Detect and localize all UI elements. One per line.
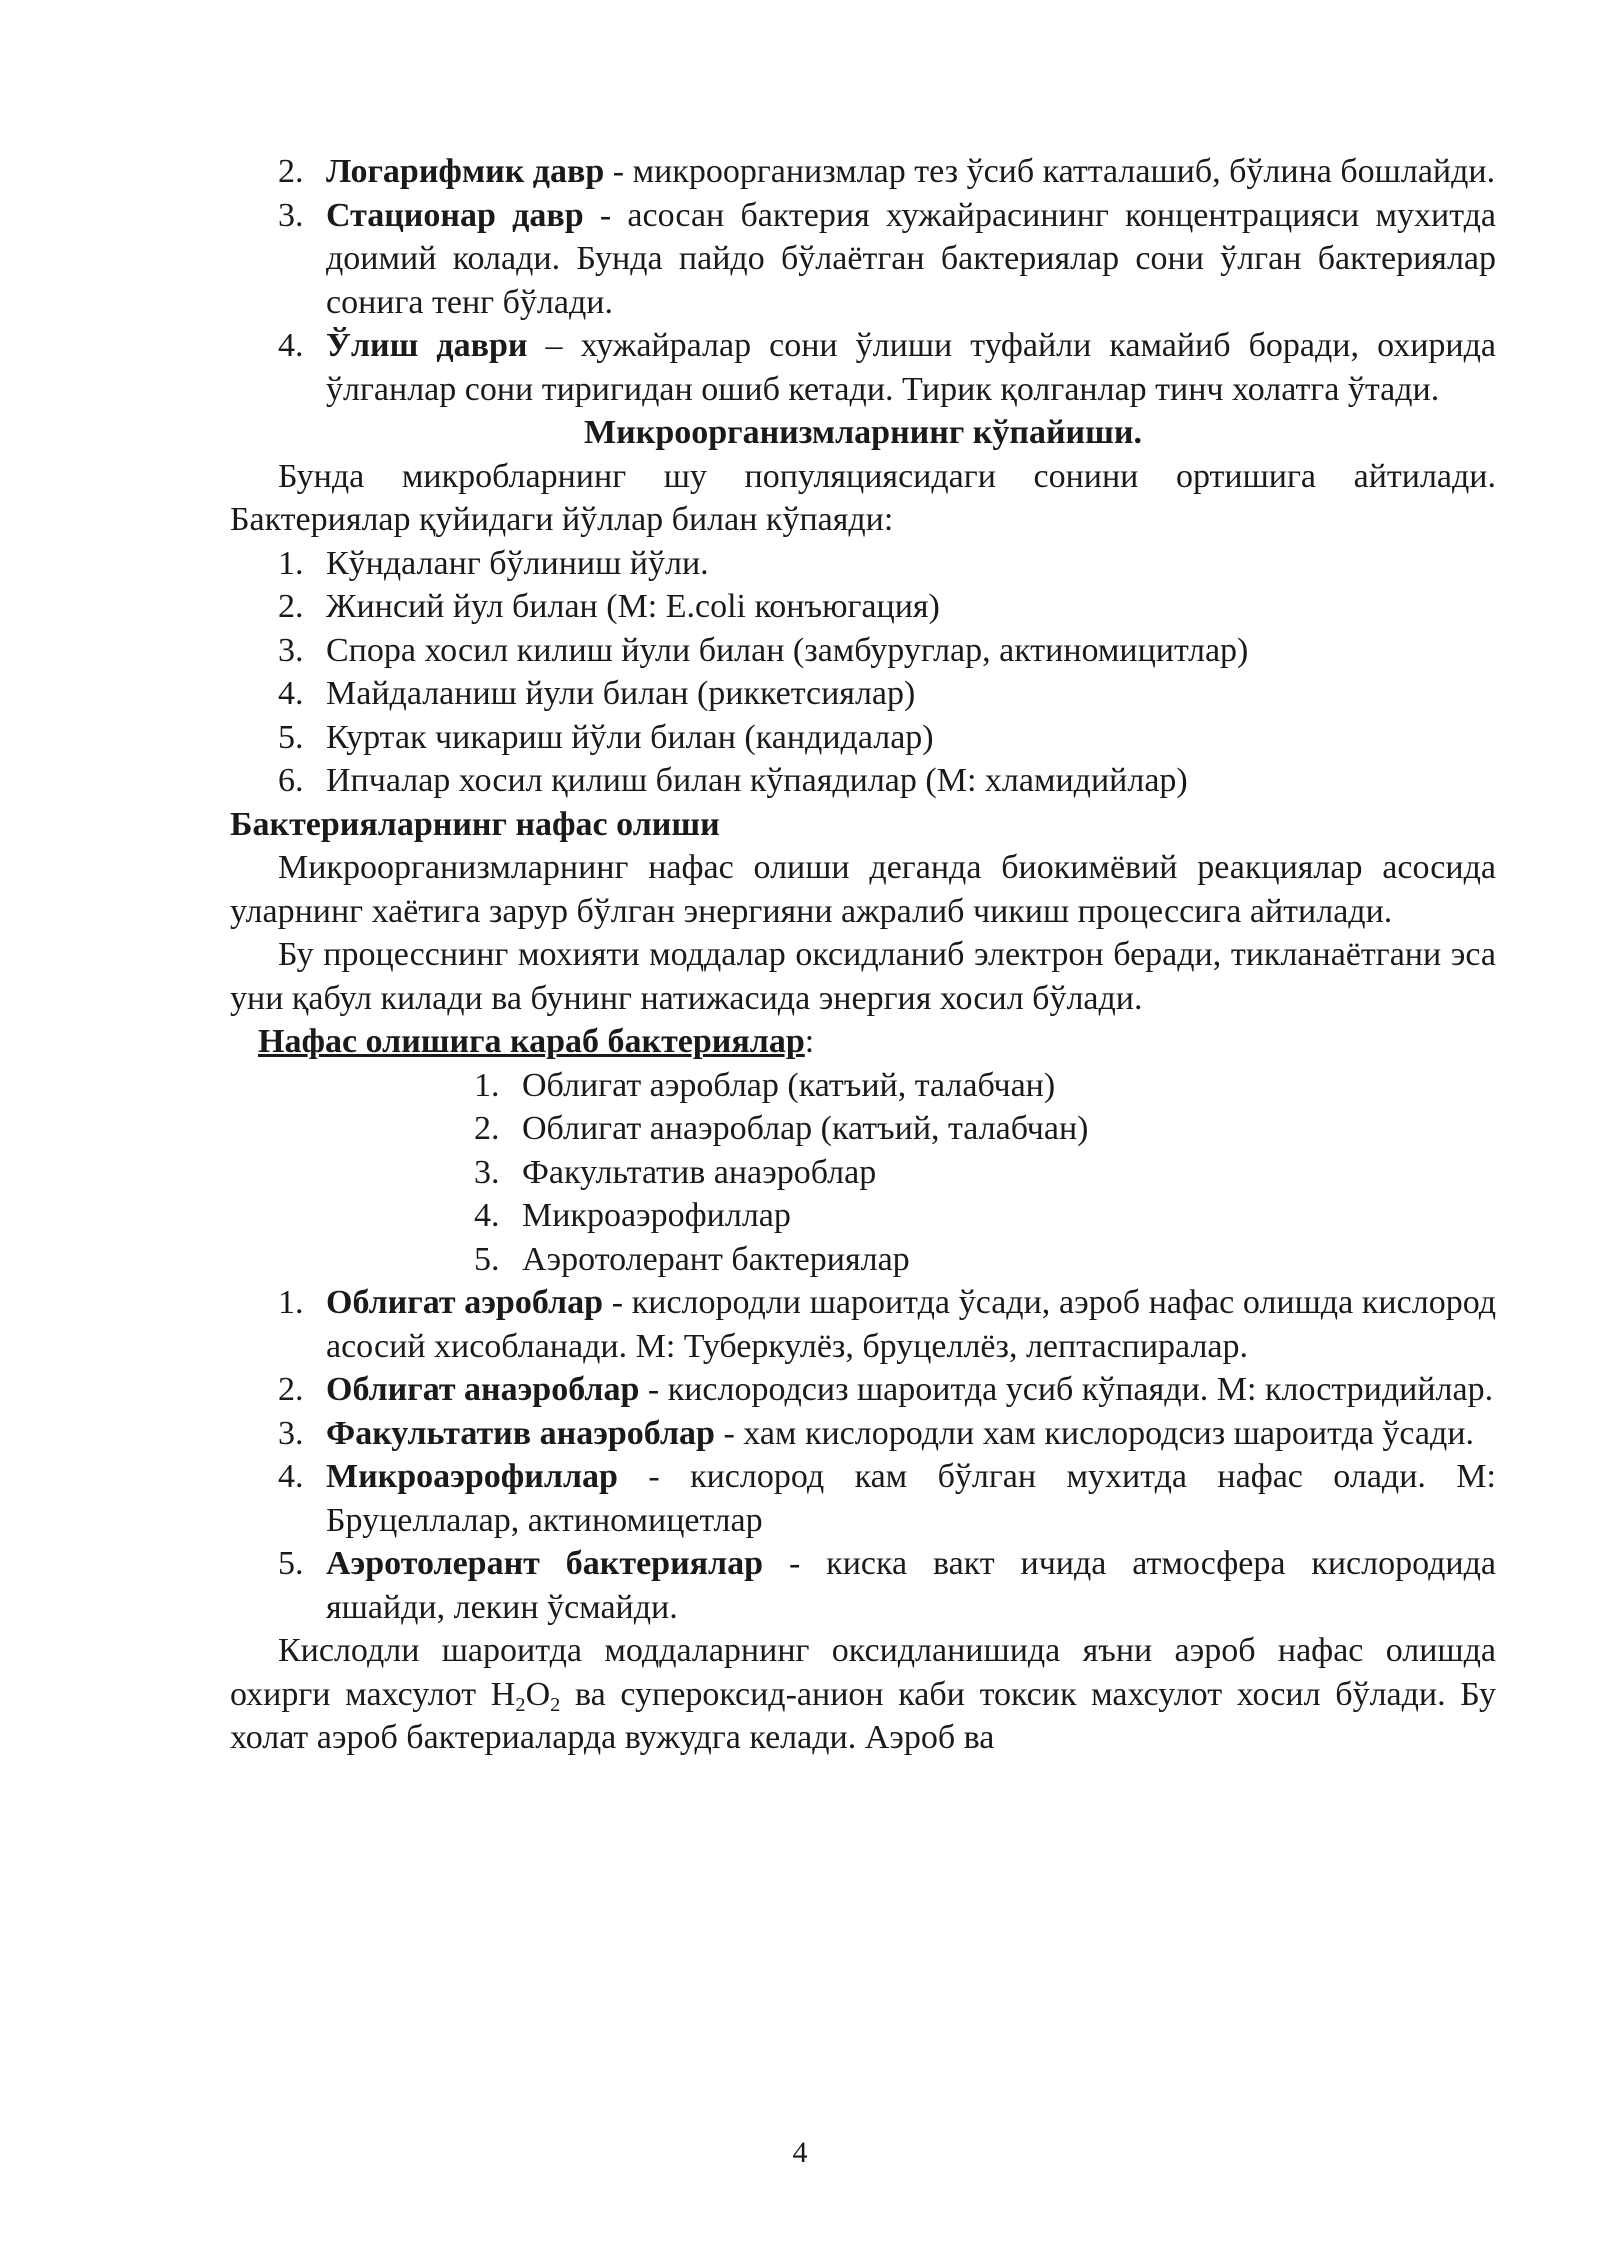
item-number: 4.: [278, 1458, 304, 1495]
term: Ўлиш даври: [326, 327, 528, 364]
item-text: Микроаэрофиллар: [522, 1197, 791, 1234]
separator: -: [602, 1284, 632, 1321]
list-item: [230, 324, 1496, 411]
definition: киска вакт ичида атмосфера кислородида яшайди, лекин ўсмайди.: [326, 1545, 1496, 1626]
list-item: [230, 150, 1496, 194]
separator: -: [763, 1545, 827, 1582]
list-item: [230, 716, 1496, 760]
item-number: 1.: [474, 1066, 500, 1104]
item-text: Аэротолерант бактериялар: [522, 1240, 910, 1278]
definition: кислородли шароитда ўсади, аэроб нафас олишда кислород асосий хисобланади. М: Туберкулёз, бруцеллёз, лептаспиралар.: [326, 1284, 1497, 1365]
list-item: [230, 1455, 1496, 1542]
item-number: 2.: [278, 1371, 304, 1408]
term: Аэротолерант бактериялар: [326, 1545, 764, 1582]
page-content: [230, 150, 1496, 1760]
item-number: 1.: [278, 1284, 304, 1321]
item-text: Облигат анаэроблар (катъий, талабчан): [522, 1110, 1089, 1147]
definition: кислород кам бўлган мухитда нафас олади. М: Бруцеллалар, актиномицетлар: [326, 1458, 1496, 1539]
list-item: [230, 585, 1496, 629]
definition: хам кислородли хам кислородсиз шароитда ўсади.: [743, 1414, 1475, 1452]
item-number: 5.: [278, 1545, 304, 1582]
separator: -: [583, 196, 628, 234]
item-number: 3.: [474, 1153, 500, 1191]
classification-heading-text: Нафас олишига караб бактериялар: [258, 1023, 805, 1060]
reproduction-heading: Микроорганизмларнинг кўпайиши.: [584, 414, 1142, 451]
separator: -: [714, 1414, 744, 1452]
item-number: 3.: [278, 1414, 304, 1452]
item-number: 4.: [278, 675, 304, 712]
item-text: Майдаланиш йули билан (риккетсиялар): [326, 675, 916, 712]
definition: микроорганизмлар тез ўсиб катталашиб, бўлина бошлайди.: [632, 153, 1496, 190]
definition: хужайралар сони ўлиши туфайли камайиб боради, охирида ўлганлар сони тиригидан ошиб кетади. Тирик қолганлар тинч холатга ўтади.: [326, 327, 1496, 408]
paragraph-text-after: ва супероксид-анион каби токсик махсулот хосил бўлади. Бу холат аэроб бактериаларда вужудга келади. Аэроб ва: [230, 1675, 1496, 1756]
formula-o: O: [525, 1675, 551, 1713]
formula-h-subscript: 2: [515, 1693, 526, 1716]
item-number: 3.: [278, 631, 304, 669]
item-number: 1.: [278, 544, 304, 582]
separator: -: [639, 1371, 668, 1408]
respiration-types-list: [230, 1064, 1496, 1282]
reproduction-intro: Бунда микробларнинг шу популяциясидаги сонини ортишига айтилади. Бактериялар қуйидаги йўллар билан кўпаяди:: [230, 457, 1496, 538]
list-item: [230, 1107, 1496, 1151]
item-number: 5.: [278, 718, 304, 756]
item-number: 2.: [278, 588, 304, 625]
formula-o-subscript: 2: [550, 1693, 561, 1716]
term: Логарифмик давр: [326, 153, 605, 190]
paragraph-text-before: Кислодли шароитда моддаларнинг оксидланишида яъни аэроб нафас олишда охирги махсулот: [230, 1632, 1496, 1713]
item-number: 2.: [278, 153, 304, 190]
item-number: 5.: [474, 1240, 500, 1278]
list-item: [230, 542, 1496, 586]
list-item: [230, 1238, 1496, 1282]
separator: -: [604, 153, 633, 190]
formula-h: H: [490, 1675, 516, 1713]
growth-phases-list: [230, 150, 1496, 411]
list-item: [230, 1194, 1496, 1238]
respiration-paragraph: Микроорганизмларнинг нафас олиши деганда биокимёвий реакциялар асосида уларнинг хаётига зарур бўлган энергияни ажралиб чикиш процессига айтилади.: [230, 849, 1496, 930]
item-number: 4.: [278, 327, 304, 364]
item-number: 6.: [278, 762, 304, 799]
term: Микроаэрофиллар: [326, 1458, 618, 1495]
respiration-definitions-list: [230, 1281, 1496, 1629]
list-item: [230, 1064, 1496, 1108]
classification-heading: [230, 1020, 1496, 1064]
final-paragraph: [230, 1629, 1496, 1760]
item-number: 2.: [474, 1110, 500, 1147]
classification-colon: :: [804, 1023, 815, 1060]
item-number: 3.: [278, 196, 304, 234]
list-item: [230, 1151, 1496, 1195]
list-item: [230, 629, 1496, 673]
item-text: Кўндаланг бўлиниш йўли.: [326, 544, 709, 582]
item-text: Спора хосил килиш йули билан (замбуруглар, актиномицитлар): [326, 631, 1249, 669]
separator: -: [617, 1458, 691, 1495]
item-text: Ипчалар хосил қилиш билан кўпаядилар (М: хламидийлар): [326, 762, 1188, 799]
list-item: [230, 1368, 1496, 1412]
item-text: Факультатив анаэроблар: [522, 1153, 877, 1191]
respiration-heading: Бактерияларнинг нафас олиши: [230, 805, 720, 843]
page-number: 4: [792, 2136, 808, 2169]
item-number: 4.: [474, 1197, 500, 1234]
list-item: [230, 194, 1496, 325]
term: Облигат аэроблар: [326, 1284, 603, 1321]
respiration-paragraph: Бу процесснинг мохияти моддалар оксидланиб электрон беради, тикланаётгани эса уни қабул килади ва бунинг натижасида энергия хосил бўлади.: [230, 936, 1496, 1017]
list-item: [230, 1412, 1496, 1456]
list-item: [230, 672, 1496, 716]
definition: кислородсиз шароитда усиб кўпаяди. М: клостридийлар.: [667, 1371, 1494, 1408]
item-text: Облигат аэроблар (катъий, талабчан): [522, 1066, 1056, 1104]
term: Стационар давр: [326, 196, 584, 234]
reproduction-methods-list: [230, 542, 1496, 803]
separator: –: [527, 327, 581, 364]
item-text: Куртак чикариш йўли билан (кандидалар): [326, 718, 934, 756]
list-item: [230, 759, 1496, 803]
term: Облигат анаэроблар: [326, 1371, 640, 1408]
term: Факультатив анаэроблар: [326, 1414, 715, 1452]
item-text: Жинсий йул билан (М: E.coli конъюгация): [326, 588, 940, 625]
list-item: [230, 1281, 1496, 1368]
definition: асосан бактерия хужайрасининг концентрацияси мухитда доимий колади. Бунда пайдо бўлаётган бактериялар сони ўлган бактериялар сонига тенг бўлади.: [326, 196, 1496, 321]
list-item: [230, 1542, 1496, 1629]
